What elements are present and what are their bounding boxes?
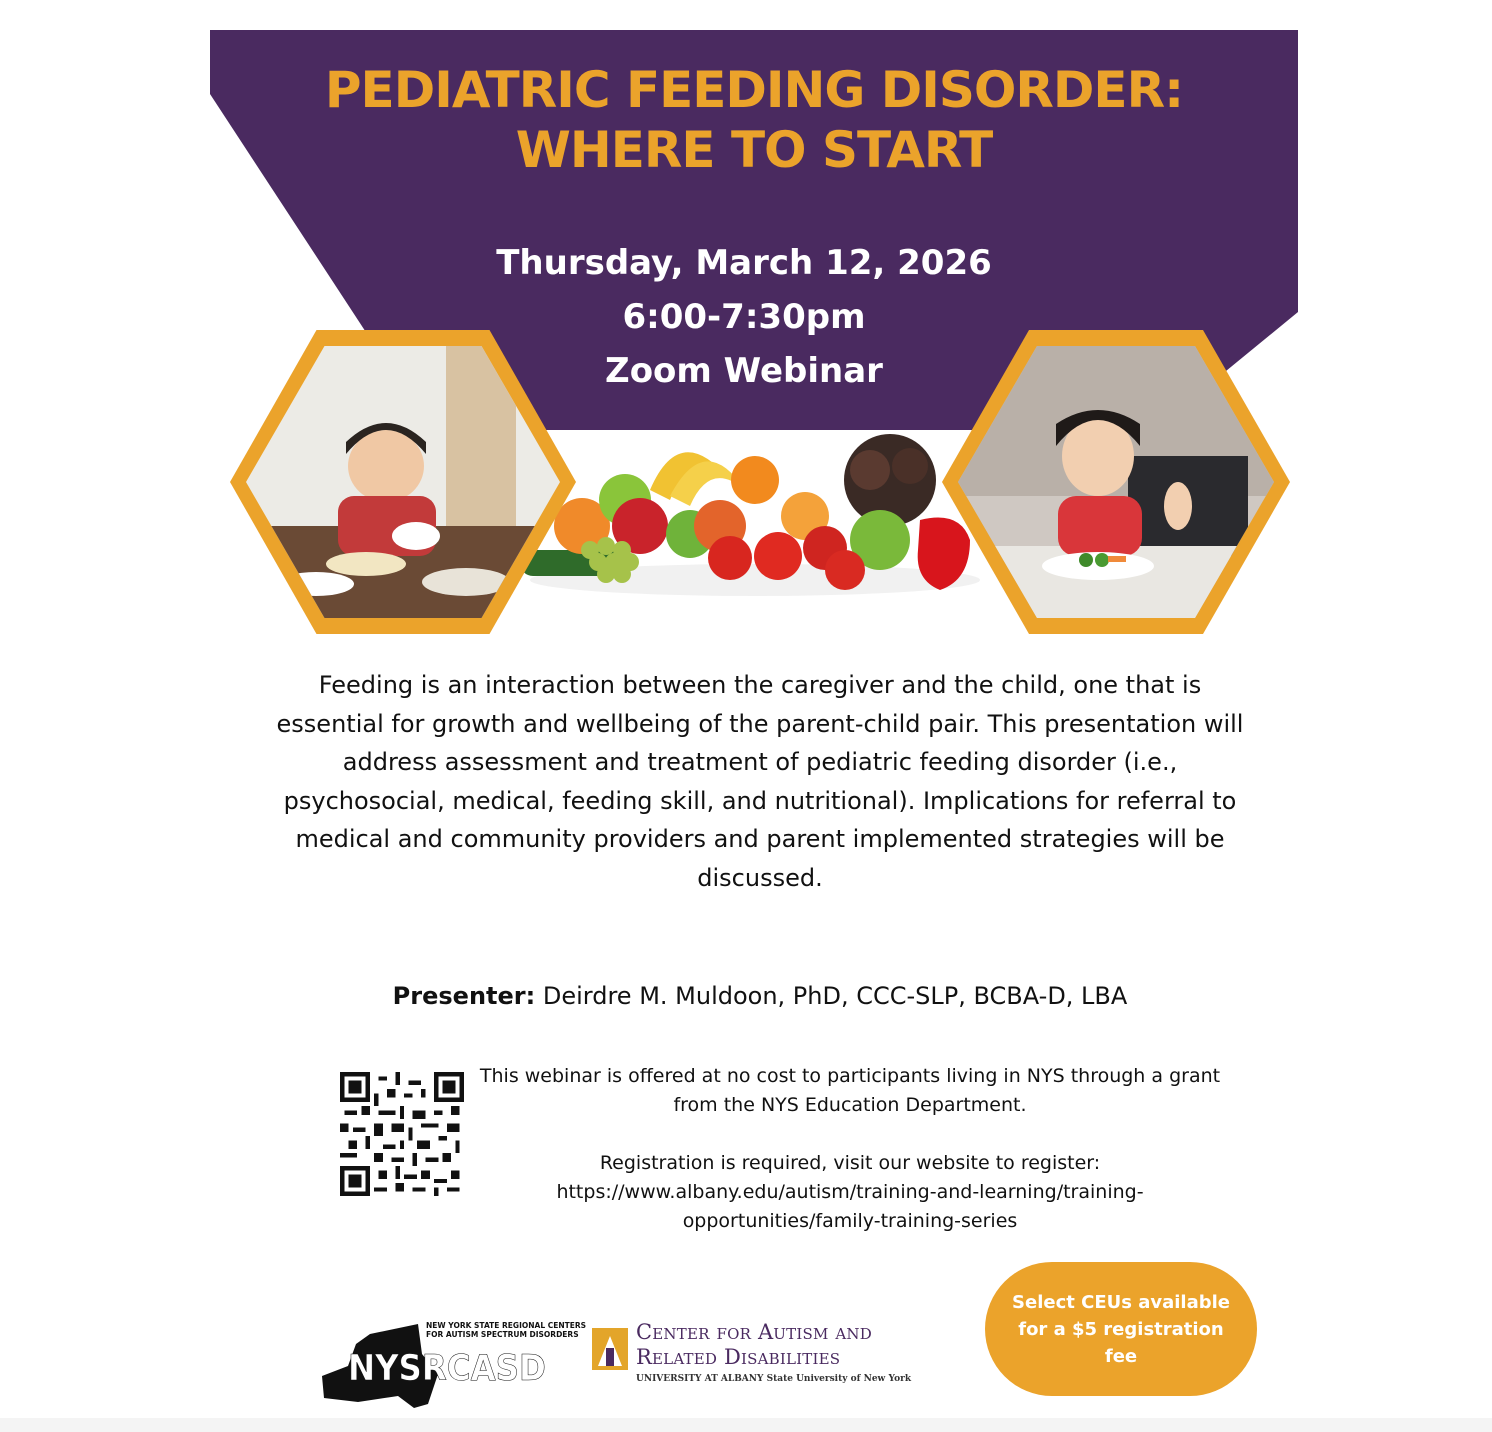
title-line-2: WHERE TO START bbox=[515, 121, 993, 179]
event-format: Zoom Webinar bbox=[605, 351, 883, 391]
registration-info bbox=[470, 1062, 1230, 1236]
event-date: Thursday, March 12, 2026 bbox=[496, 243, 992, 283]
nysrcasd-subtitle-2: FOR AUTISM SPECTRUM DISORDERS bbox=[426, 1330, 579, 1339]
nysrcasd-name: NYSRCASD bbox=[348, 1348, 546, 1389]
registration-url[interactable]: https://www.albany.edu/autism/training-and-learning/training-opportunities/family-training-series bbox=[556, 1181, 1144, 1232]
event-time: 6:00-7:30pm bbox=[622, 297, 866, 337]
event-description: Feeding is an interaction between the caregiver and the child, one that is essential for growth and wellbeing of the parent-child pair. This presentation will address assessment and treatment of pediatric feeding disorder (i.e., psychosocial, medical, feeding skill, and nutritional). Implications for referral to medical and community providers and parent implemented strategies will be discussed. bbox=[276, 671, 1244, 892]
ceu-badge-text: Select CEUs available for a $5 registration fee bbox=[1012, 1291, 1230, 1367]
nysrcasd-logo bbox=[318, 1314, 587, 1410]
nysrcasd-subtitle-1: NEW YORK STATE REGIONAL CENTERS bbox=[426, 1321, 587, 1330]
left-hexagon-photo bbox=[230, 330, 576, 634]
car-line-3: UNIVERSITY AT ALBANY State University of New York bbox=[636, 1374, 912, 1384]
presenter-label: Presenter: bbox=[392, 982, 536, 1010]
ceu-badge bbox=[985, 1262, 1257, 1396]
fruits-vegetables-image bbox=[520, 430, 990, 600]
right-hexagon-photo bbox=[942, 330, 1290, 634]
university-emblem-icon bbox=[592, 1328, 628, 1370]
event-title bbox=[210, 60, 1298, 180]
qr-code-icon[interactable] bbox=[340, 1072, 464, 1196]
presenter-name: Deirdre M. Muldoon, PhD, CCC-SLP, BCBA-D, LBA bbox=[542, 982, 1128, 1010]
car-line-2: Related Disabilities bbox=[636, 1345, 841, 1369]
title-line-1: PEDIATRIC FEEDING DISORDER: bbox=[324, 61, 1184, 119]
car-line-1: Center for Autism and bbox=[636, 1320, 872, 1344]
page-bottom-edge bbox=[0, 1418, 1492, 1432]
registration-note: Registration is required, visit our website to register: bbox=[599, 1152, 1101, 1174]
presenter-line bbox=[270, 978, 1250, 1014]
cost-note: This webinar is offered at no cost to participants living in NYS through a grant from the NYS Education Department. bbox=[479, 1065, 1221, 1116]
car-wordmark bbox=[636, 1320, 936, 1386]
